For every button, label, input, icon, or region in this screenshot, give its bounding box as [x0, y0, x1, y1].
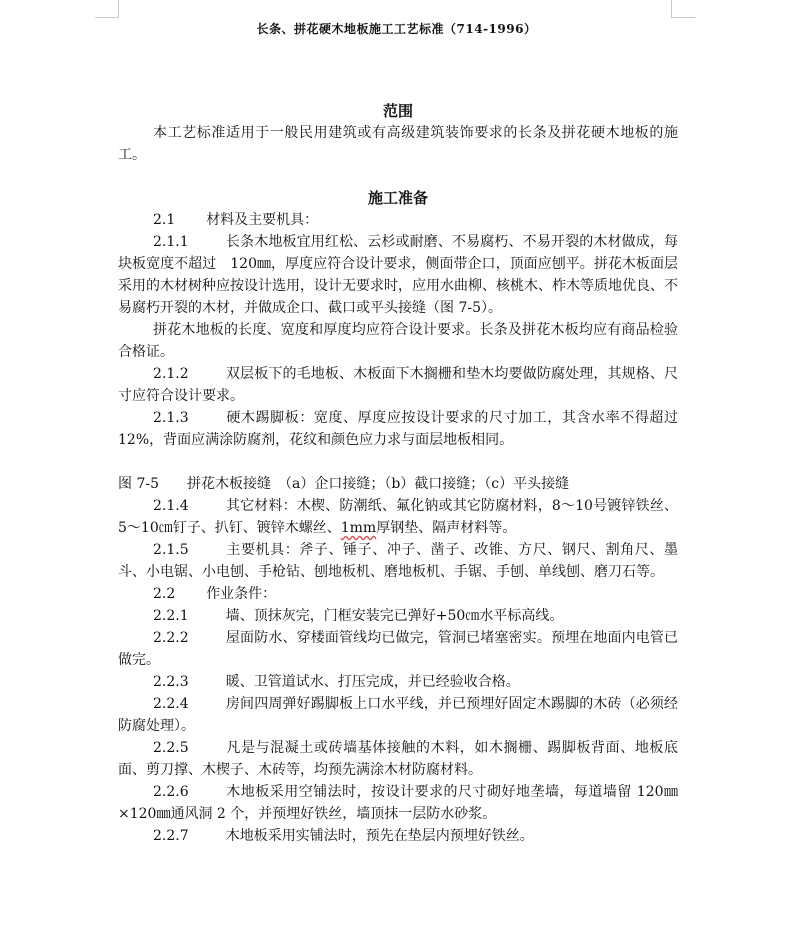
clause-number: 2.2.5 — [153, 740, 189, 756]
clause-number: 2.2.4 — [153, 696, 189, 712]
clause-text: 凡是与混凝土或砖墙基体接触的木料，如木搁栅、踢脚板背面、地板底面、剪刀撑、木楔子、木砖等，均预先满涂木材防腐材料。 — [118, 740, 678, 778]
clause-2-2 — [118, 583, 678, 605]
clause-2-1-2 — [118, 363, 678, 407]
clause-2-2-6 — [118, 781, 678, 825]
spellcheck-underlined-text: 1mm — [340, 520, 377, 536]
scope-paragraph: 本工艺标准适用于一般民用建筑或有高级建筑装饰要求的长条及拼花硬木地板的施工。 — [118, 125, 678, 163]
clause-number: 2.2.3 — [153, 674, 189, 690]
clause-text: 材料及主要机具： — [206, 212, 319, 228]
clause-2-1-1 — [118, 231, 678, 319]
crop-mark-top-right-h — [671, 17, 695, 18]
clause-number: 2.2.1 — [153, 608, 189, 624]
document-body — [118, 100, 678, 847]
figure-caption: 图 7-5 拼花木板接缝 （a）企口接缝；（b）截口接缝；（c）平头接缝 — [118, 476, 570, 492]
clause-2-2-7 — [118, 825, 678, 847]
clause-2-1-3 — [118, 407, 678, 451]
clause-2-1 — [118, 209, 678, 231]
clause-text: 其它材料：木楔、防潮纸、氟化钠或其它防腐材料，8～10号镀锌铁丝、5～10㎝钉子、扒钉、镀锌木螺丝、 — [118, 498, 678, 536]
clause-number: 2.1.4 — [153, 498, 189, 514]
clause-2-1-4 — [118, 495, 678, 539]
clause-2-2-2 — [118, 627, 678, 671]
clause-number: 2.2.2 — [153, 630, 189, 646]
clause-number: 2.1.1 — [153, 234, 189, 250]
section-heading-prep: 施工准备 — [367, 189, 428, 207]
clause-text: 长条木地板宜用红松、云杉或耐磨、不易腐朽、不易开裂的木材做成，每块板宽度不超过 120㎜，厚度应符合设计要求，侧面带企口，顶面应刨平。拼花木板面层采用的木材树种应按设计选用，设计无要求时，应用水曲柳、核桃木、柞木等质地优良、不易腐朽开裂的木材，并做成企口、截口或平头接缝（图 7-5）。 — [118, 234, 678, 316]
clause-number: 2.1.3 — [153, 410, 189, 426]
clause-2-2-1 — [118, 605, 678, 627]
clause-number: 2.1 — [153, 212, 176, 228]
clause-text: 木地板采用空铺法时，按设计要求的尺寸砌好地垄墙，每道墙留 120㎜×120㎜通风洞 2 个，并预埋好铁丝，墙顶抹一层防水砂浆。 — [118, 784, 678, 822]
clause-2-2-5 — [118, 737, 678, 781]
clause-2-2-3 — [118, 671, 678, 693]
clause-text-cont: 厚钢垫、隔声材料等。 — [376, 520, 517, 536]
crop-mark-top-left-v — [118, 0, 119, 18]
clause-text: 墙、顶抹灰完，门框安装完已弹好+50㎝水平标高线。 — [225, 608, 564, 624]
clause-number: 2.2.6 — [153, 784, 189, 800]
clause-number: 2.2.7 — [153, 828, 189, 844]
clause-text: 暖、卫管道试水、打压完成，并已经验收合格。 — [225, 674, 520, 690]
clause-text: 硬木踢脚板：宽度、厚度应按设计要求的尺寸加工，其含水率不得超过 12%，背面应满涂防腐剂，花纹和颜色应力求与面层地板相同。 — [118, 410, 678, 448]
crop-mark-top-right-v — [671, 0, 672, 18]
clause-2-1-5 — [118, 539, 678, 583]
clause-text: 屋面防水、穿楼面管线均已做完，管洞已堵塞密实。预埋在地面内电管已做完。 — [118, 630, 678, 668]
crop-mark-top-left-h — [95, 17, 119, 18]
clause-text: 主要机具：斧子、锤子、冲子、凿子、改锥、方尺、钢尺、割角尺、墨斗、小电锯、小电刨、手枪钻、刨地板机、磨地板机、手锯、手刨、单线刨、磨刀石等。 — [118, 542, 678, 580]
clause-text: 作业条件： — [206, 586, 277, 602]
clause-text: 房间四周弹好踢脚板上口水平线，并已预埋好固定木踢脚的木砖（必须经防腐处理）。 — [118, 696, 678, 734]
parquet-paragraph: 拼花木地板的长度、宽度和厚度均应符合设计要求。长条及拼花木板均应有商品检验合格证。 — [118, 322, 678, 360]
clause-2-2-4 — [118, 693, 678, 737]
page-header: 长条、拼花硬木地板施工工艺标准（714-1996） — [256, 22, 537, 36]
clause-number: 2.1.5 — [153, 542, 189, 558]
clause-number: 2.1.2 — [153, 366, 189, 382]
clause-text: 木地板采用实铺法时，预先在垫层内预埋好铁丝。 — [225, 828, 534, 844]
clause-text: 双层板下的毛地板、木板面下木搁栅和垫木均要做防腐处理，其规格、尺寸应符合设计要求。 — [118, 366, 678, 404]
section-heading-scope: 范围 — [382, 102, 413, 120]
clause-number: 2.2 — [153, 586, 176, 602]
